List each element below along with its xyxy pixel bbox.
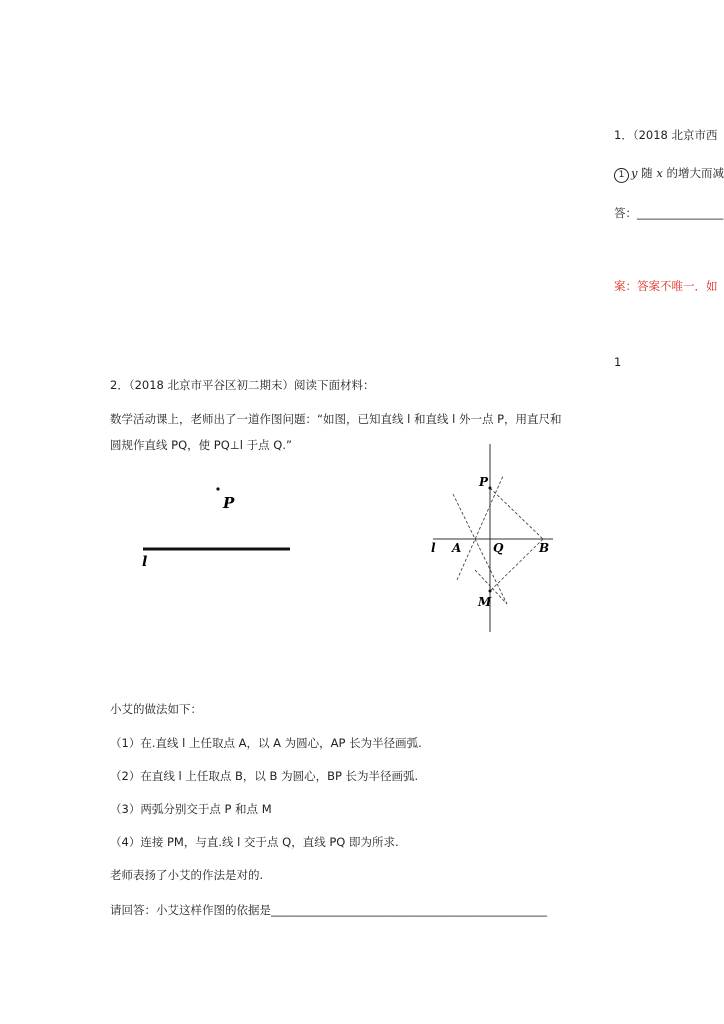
step-1: （1）在.直线 l 上任取点 A，以 A 为圆心，AP 长为半径画弧. <box>110 736 422 750</box>
figure-given <box>130 478 305 573</box>
page-number: 1 <box>614 355 622 369</box>
label-a: A <box>452 541 462 555</box>
point-m <box>489 590 492 593</box>
segment-pb <box>490 488 543 539</box>
label-p: P <box>223 494 235 512</box>
label-m: M <box>478 595 492 609</box>
step-2: （2）在直线 l 上任取点 B，以 B 为圆心，BP 长为半径画弧. <box>110 769 419 783</box>
arc-a-upper <box>457 476 503 580</box>
q2-intro-line1: 数学活动课上，老师出了一道作图问题：“如图，已知直线 l 和直线 l 外一点 P，用直尺和 <box>110 412 562 426</box>
q2-header: 2．（2018 北京市平谷区初二期末）阅读下面材料： <box>110 378 375 392</box>
label-l-right: l <box>431 541 436 555</box>
point-p-dot <box>216 487 219 490</box>
label-l: l <box>142 554 148 570</box>
label-q: Q <box>493 541 504 555</box>
q1-answer-line: _______________ <box>637 206 724 220</box>
point-p <box>489 487 492 490</box>
q2-intro-line2: 圆规作直线 PQ，使 PQ⊥l 于点 Q.” <box>110 438 292 452</box>
question-line <box>110 902 547 918</box>
step-3: （3）两弧分别交于点 P 和点 M <box>110 802 272 816</box>
label-p-right: P <box>479 475 489 489</box>
q1-item-rest: 的增大而减 <box>662 166 724 180</box>
q1-header: 1．（2018 北京市西 <box>614 128 718 142</box>
method-title: 小艾的做法如下： <box>110 702 202 716</box>
question-text: 请回答：小艾这样作图的依据是 <box>110 903 271 917</box>
var-y: y <box>631 166 638 180</box>
q1-item-mid: 随 <box>637 166 657 180</box>
label-b: B <box>539 541 550 555</box>
q1-item <box>614 165 724 183</box>
step-4: （4）连接 PM，与直.线 l 交于点 Q，直线 PQ 即为所求. <box>110 835 399 849</box>
var-x: x <box>656 166 663 180</box>
q1-answer <box>614 205 723 221</box>
praise-text: 老师表扬了小艾的作法是对的. <box>110 868 264 882</box>
q1-solution: 案：答案不唯一．如 <box>614 279 718 293</box>
answer-blank: ________________________________________________ <box>271 903 547 917</box>
figure-construction <box>425 440 565 635</box>
circled-number: 1 <box>614 168 629 183</box>
q1-answer-label: 答： <box>614 206 637 220</box>
